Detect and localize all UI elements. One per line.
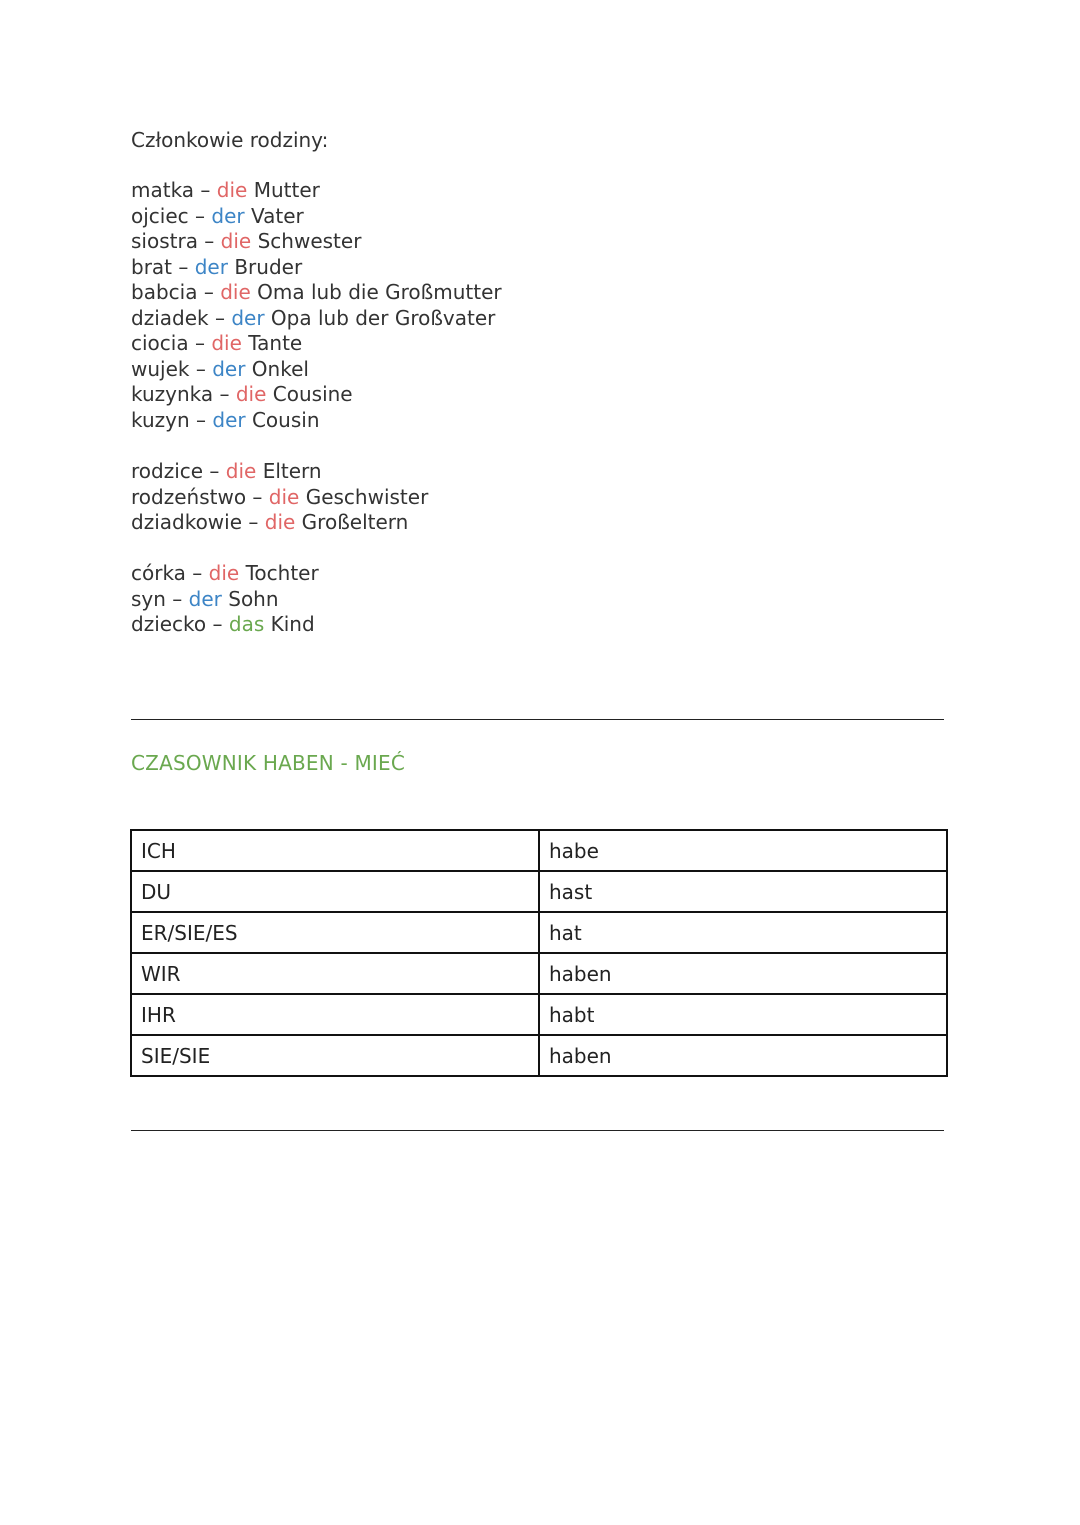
table-row: [131, 994, 947, 1035]
verb-form-cell: hat: [539, 912, 947, 953]
vocab-row: wujek – der Onkel: [131, 356, 309, 381]
conjugation-table: [130, 829, 948, 1077]
table-row: [131, 953, 947, 994]
vocab-group-family-members: [131, 178, 502, 433]
article-die: die: [216, 178, 248, 202]
article-die: die: [225, 459, 257, 483]
vocab-row: brat – der Bruder: [131, 254, 303, 279]
divider-line: [131, 1130, 944, 1131]
vocab-row: dziadkowie – die Großeltern: [131, 510, 409, 534]
article-die: die: [211, 331, 242, 355]
page-heading: Członkowie rodziny:: [131, 128, 329, 152]
vocab-group-children: [131, 561, 319, 638]
vocab-row: rodzice – die Eltern: [131, 459, 322, 483]
article-der: der: [188, 586, 222, 611]
article-die: die: [268, 484, 300, 509]
section-title-haben: CZASOWNIK HABEN - MIEĆ: [131, 751, 406, 775]
vocab-row: dziadek – der Opa lub der Großvater: [131, 305, 496, 330]
article-die: die: [264, 510, 296, 534]
pronoun-cell: SIE/SIE: [131, 1035, 539, 1076]
vocab-row: matka – die Mutter: [131, 178, 320, 202]
vocab-row: siostra – die Schwester: [131, 229, 362, 253]
article-der: der: [212, 356, 246, 381]
verb-form-cell: haben: [539, 1035, 947, 1076]
article-das: das: [228, 612, 265, 636]
article-der: der: [212, 407, 246, 432]
table-row: [131, 830, 947, 871]
pronoun-cell: ER/SIE/ES: [131, 912, 539, 953]
vocab-row: kuzynka – die Cousine: [131, 382, 353, 406]
verb-form-cell: hast: [539, 871, 947, 912]
vocab-row: dziecko – das Kind: [131, 612, 315, 636]
article-die: die: [220, 229, 252, 253]
vocab-row: kuzyn – der Cousin: [131, 407, 320, 432]
divider-line: [131, 719, 944, 720]
pronoun-cell: ICH: [131, 830, 539, 871]
article-die: die: [235, 382, 267, 406]
table-row: [131, 871, 947, 912]
pronoun-cell: DU: [131, 871, 539, 912]
vocab-group-collective: [131, 459, 428, 536]
article-die: die: [208, 561, 240, 585]
vocab-row: ojciec – der Vater: [131, 203, 304, 228]
pronoun-cell: IHR: [131, 994, 539, 1035]
vocab-row: syn – der Sohn: [131, 586, 279, 611]
vocab-row: córka – die Tochter: [131, 561, 319, 585]
article-der: der: [194, 254, 228, 279]
pronoun-cell: WIR: [131, 953, 539, 994]
table-row: [131, 1035, 947, 1076]
vocab-row: rodzeństwo – die Geschwister: [131, 484, 429, 509]
verb-form-cell: habe: [539, 830, 947, 871]
article-der: der: [211, 203, 245, 228]
vocab-row: babcia – die Oma lub die Großmutter: [131, 280, 502, 304]
article-der: der: [231, 305, 265, 330]
verb-form-cell: habt: [539, 994, 947, 1035]
article-die: die: [220, 280, 251, 304]
verb-form-cell: haben: [539, 953, 947, 994]
vocab-row: ciocia – die Tante: [131, 331, 303, 355]
table-row: [131, 912, 947, 953]
